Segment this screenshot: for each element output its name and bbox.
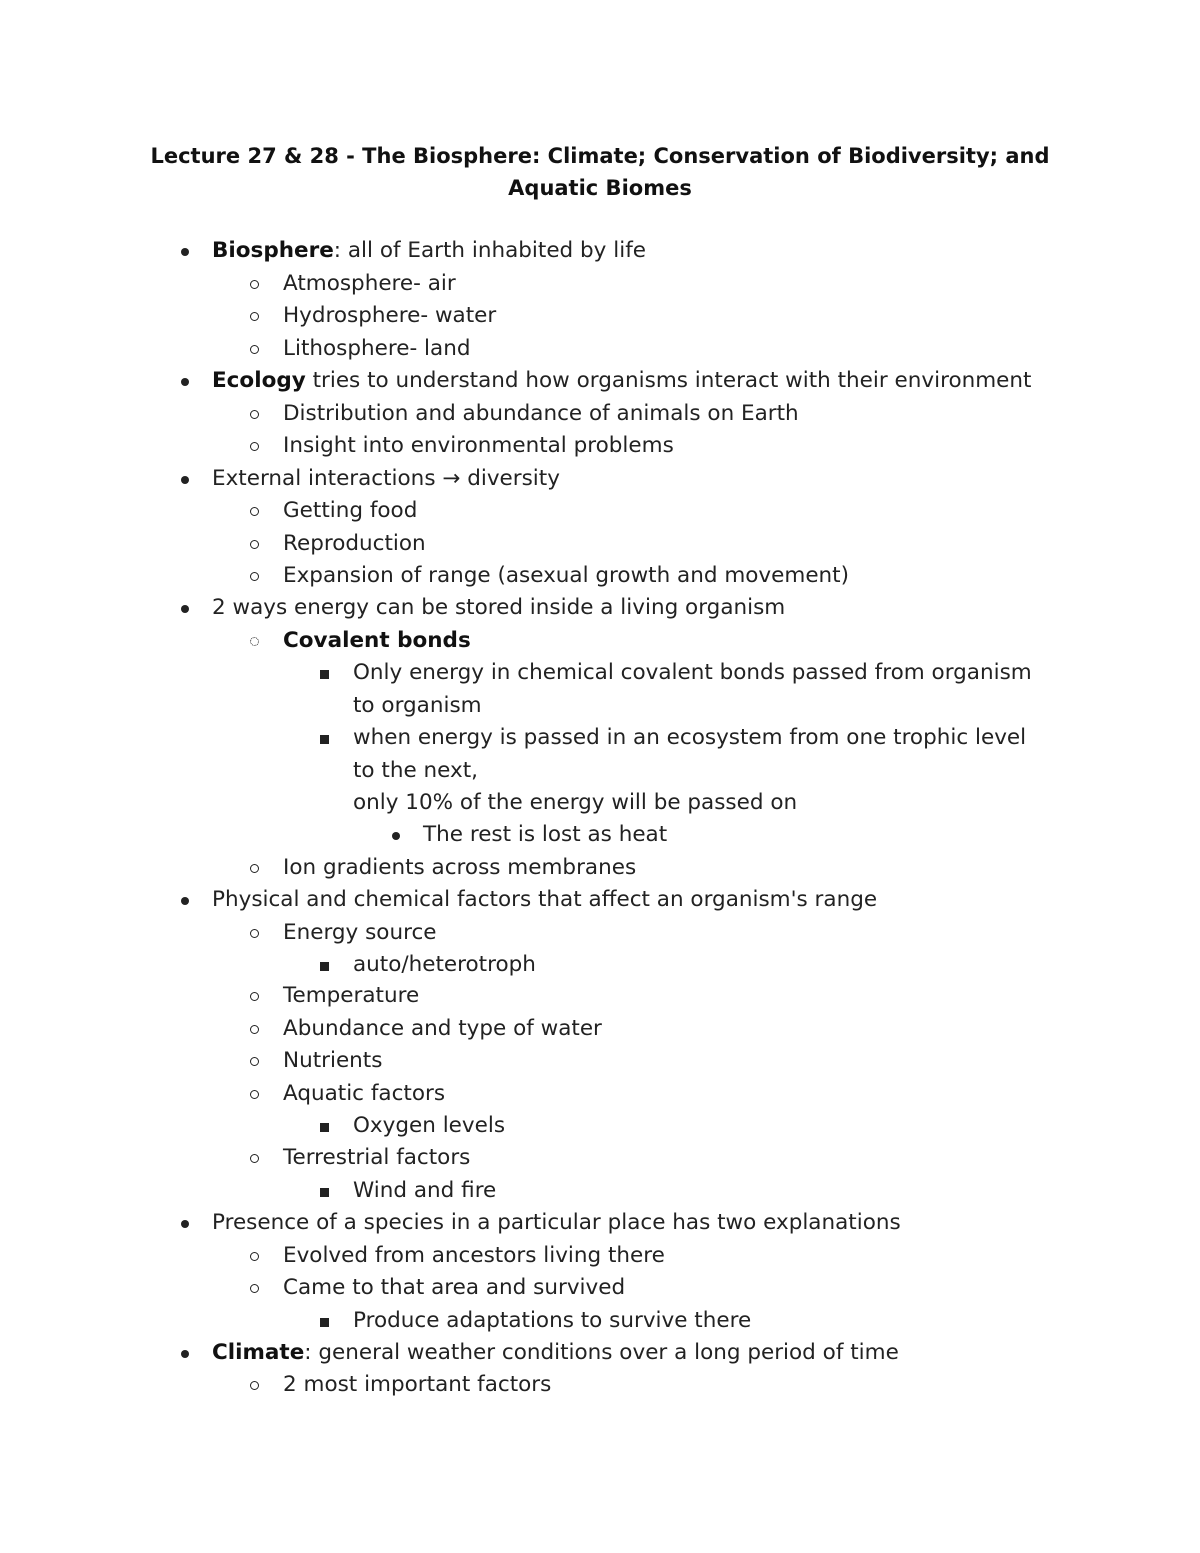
circle-bullet-icon [250,540,259,549]
bullet-icon [181,248,189,256]
dotted-circle-bullet-icon [250,637,259,646]
item-text: 2 most important factors [283,1371,552,1397]
circle-bullet-icon [250,864,259,873]
square-bullet-icon [320,735,329,744]
page-title [0,140,1200,204]
item-text: Hydrosphere- water [283,303,497,328]
bullet-icon [181,378,189,386]
item-text: when energy is passed in an ecosystem from one trophic level [353,725,1027,750]
circle-bullet-icon [250,1284,259,1293]
bullet-icon [392,832,400,840]
item-text: Wind and fire [353,1177,497,1203]
definition-ecology: tries to understand how organisms interact with their environment [305,368,1032,393]
square-bullet-icon [320,670,329,679]
term-climate: Climate [212,1339,305,1365]
item-text: Only energy in chemical covalent bonds passed from organism [353,660,1032,685]
circle-bullet-icon [250,312,259,321]
item-text: Produce adaptations to survive there [353,1307,752,1333]
circle-bullet-icon [250,1025,259,1034]
item-text: to the next, [353,757,479,783]
circle-bullet-icon [250,1154,259,1163]
definition-biosphere: : all of Earth inhabited by life [333,238,646,263]
item-text: Distribution and abundance of animals on Earth [283,400,799,426]
item-text: Atmosphere- air [283,270,456,296]
item-text: Insight into environmental problems [283,433,674,458]
definition-climate: : general weather conditions over a long period of time [304,1339,899,1365]
title-line-2: Aquatic Biomes [508,176,692,200]
item-text: to organism [353,692,482,718]
item-text: auto/heterotroph [353,952,536,977]
square-bullet-icon [320,1188,329,1197]
item-text: only 10% of the energy will be passed on [353,790,798,815]
circle-bullet-icon [250,507,259,516]
circle-bullet-icon [250,1252,259,1261]
item-text: Presence of a species in a particular place has two explanations [212,1210,901,1235]
item-text: Oxygen levels [353,1113,506,1138]
item-text: Physical and chemical factors that affect an organism's range [212,887,878,912]
circle-bullet-icon [250,1381,259,1390]
bullet-icon [181,897,189,905]
title-line-1: Lecture 27 & 28 - The Biosphere: Climate; Conservation of Biodiversity; and [150,144,1050,168]
item-text: Came to that area and survived [283,1275,626,1300]
item-text: Energy source [283,919,437,945]
item-text: Reproduction [283,530,426,556]
circle-bullet-icon [250,572,259,581]
item-text: Temperature [283,983,420,1008]
item-text: Getting food [283,498,418,523]
item-text: Ion gradients across membranes [283,854,637,880]
bullet-icon [181,1220,189,1228]
item-text: Nutrients [283,1048,383,1073]
item-text: 2 ways energy can be stored inside a living organism [212,595,786,620]
circle-bullet-icon [250,410,259,419]
item-text: Abundance and type of water [283,1015,602,1041]
circle-bullet-icon [250,1057,259,1066]
item-text: External interactions → diversity [212,465,560,491]
square-bullet-icon [320,962,329,971]
bullet-icon [181,476,189,484]
term-covalent-bonds: Covalent bonds [283,627,471,653]
term-biosphere: Biosphere [212,238,334,263]
item-text: Terrestrial factors [283,1145,471,1170]
square-bullet-icon [320,1123,329,1132]
item-text: Aquatic factors [283,1080,446,1106]
item-text: Evolved from ancestors living there [283,1242,665,1268]
item-text: Expansion of range (asexual growth and movement) [283,563,849,588]
item-text: Lithosphere- land [283,335,471,361]
bullet-icon [181,1350,189,1358]
circle-bullet-icon [250,280,259,289]
circle-bullet-icon [250,929,259,938]
bullet-icon [181,605,189,613]
square-bullet-icon [320,1318,329,1327]
circle-bullet-icon [250,442,259,451]
circle-bullet-icon [250,992,259,1001]
circle-bullet-icon [250,345,259,354]
term-ecology: Ecology [212,368,306,393]
circle-bullet-icon [250,1090,259,1099]
item-text: The rest is lost as heat [423,822,668,847]
